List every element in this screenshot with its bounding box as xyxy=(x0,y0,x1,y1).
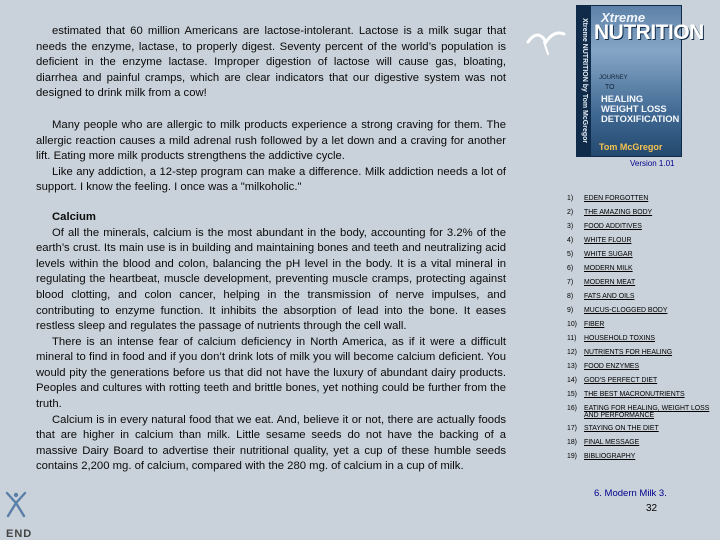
toc-item[interactable]: 5) WHITE SUGAR xyxy=(567,251,633,258)
toc-item[interactable]: 18) FINAL MESSAGE xyxy=(567,439,640,446)
paragraph-lactose: estimated that 60 million Americans are lactose-intolerant. Lactose is a milk sugar that needs the enzyme, lactase, to properly digest. Seventy percent of the world’s population is deficient in the enzyme lactase. Improper digestion of lactose will cause gas, bloating, diarrhea and painful cramps, which are clear indicators that our digestive system was not designed to drink milk from a cow! xyxy=(36,25,506,100)
toc-link[interactable]: FOOD ADDITIVES xyxy=(584,223,642,230)
toc-item[interactable]: 10) FIBER xyxy=(567,321,605,328)
toc-link[interactable]: HOUSEHOLD TOXINS xyxy=(584,335,655,342)
cover-xtreme-text: Xtreme xyxy=(601,10,646,25)
toc-link[interactable]: FOOD ENZYMES xyxy=(584,363,640,370)
toc-item[interactable]: 4) WHITE FLOUR xyxy=(567,237,632,244)
cover-title: NUTRITION xyxy=(594,21,704,44)
toc-link[interactable]: FINAL MESSAGE xyxy=(584,439,640,446)
toc-link[interactable]: MODERN MEAT xyxy=(584,279,636,286)
toc-link[interactable]: FATS AND OILS xyxy=(584,293,635,300)
toc-item[interactable]: 17) STAYING ON THE DIET xyxy=(567,425,659,432)
cover-line-weight-loss: WEIGHT LOSS xyxy=(601,103,667,114)
cover-to-text: TO xyxy=(605,84,615,91)
cover-subtitle xyxy=(601,94,681,124)
toc-item[interactable]: 3) FOOD ADDITIVES xyxy=(567,223,642,230)
toc-item[interactable]: 1) EDEN FORGOTTEN xyxy=(567,195,649,202)
page-body-text xyxy=(36,24,506,475)
toc-link[interactable]: THE AMAZING BODY xyxy=(584,209,653,216)
toc-link[interactable]: EDEN FORGOTTEN xyxy=(584,195,649,202)
toc-item[interactable]: 16) EATING FOR HEALING, WEIGHT LOSS AND PERFORMANCE xyxy=(567,405,710,419)
toc-item[interactable]: 11) HOUSEHOLD TOXINS xyxy=(567,335,655,342)
paragraph-calcium-foods: Calcium is in every natural food that we eat. And, believe it or not, there are actually foods that are higher in calcium than milk. Little sesame seeds do not have the backing of a massive Dairy Board to advertise their nutritional quality, yet a cup of these humble seeds contains 2,200 mg. of calcium, compared with the 280 mg. of calcium in a cup of milk. xyxy=(36,413,506,473)
toc-link[interactable]: MODERN MILK xyxy=(584,265,633,272)
toc-link[interactable]: STAYING ON THE DIET xyxy=(584,425,659,432)
x-figure-logo-icon xyxy=(4,490,28,518)
paragraph-calcium-fear: There is an intense fear of calcium deficiency in North America, as if it were a difficult mineral to find in food and if you don’t drink lots of milk you will become calcium deficient. You would pity the generations before us that did not have the luxury of abundant dairy products. Peoples and cultures with rotting teeth and brittle bones, yet nothing could be further from the truth. xyxy=(36,335,506,411)
cover-spine-text: Xtreme NUTRITION by Tom McGregor xyxy=(577,6,591,156)
toc-item[interactable]: 15) THE BEST MACRONUTRIENTS xyxy=(567,391,685,398)
seagull-icon xyxy=(526,20,566,60)
toc-item[interactable]: 14) GOD'S PERFECT DIET xyxy=(567,377,658,384)
chapter-footer-title: 6. Modern Milk 3. xyxy=(594,488,667,499)
version-label: Version 1.01 xyxy=(630,159,675,168)
cover-line-detox: DETOXIFICATION xyxy=(601,113,680,124)
book-cover[interactable] xyxy=(576,5,704,157)
end-button[interactable]: END xyxy=(6,528,33,540)
toc-link[interactable]: NUTRIENTS FOR HEALING xyxy=(584,349,673,356)
section-heading-calcium: Calcium xyxy=(52,210,96,223)
toc-item[interactable]: 2) THE AMAZING BODY xyxy=(567,209,653,216)
toc-link[interactable]: BIBLIOGRAPHY xyxy=(584,453,636,460)
paragraph-calcium-minerals: Of all the minerals, calcium is the most abundant in the body, accounting for 3.2% of the earth’s crust. Its main use is in building and maintaining bones and teeth and neutralizing acid levels within the blood and colon, balancing the pH level in the body. It is a vital mineral in regulating the heartbeat, muscle development, preventing muscle cramps, protecting against blood clotting, and colon cancer, helping in the transmission of nerve impulses, and contributing to enzyme function. It inhibits the absorption of lead into the bone. It eases restless sleep and regulates the passage of nutrients through the cell wall. xyxy=(36,226,506,333)
toc-item[interactable]: 8) FATS AND OILS xyxy=(567,293,635,300)
toc-link[interactable]: WHITE FLOUR xyxy=(584,237,632,244)
paragraph-addiction: Like any addiction, a 12-step program can make a difference. Milk addiction needs a lot of support. I know the feeling. I once was a "milkoholic." xyxy=(36,165,506,194)
paragraph-allergy: Many people who are allergic to milk products experience a strong craving for them. The allergic reaction causes a mild adrenal rush followed by a let down and a craving for another lift. Eating more milk products strengthens the addictive cycle. xyxy=(36,118,506,163)
toc-link[interactable]: THE BEST MACRONUTRIENTS xyxy=(584,391,685,398)
toc-link[interactable]: GOD'S PERFECT DIET xyxy=(584,377,658,384)
toc-item[interactable]: 7) MODERN MEAT xyxy=(567,279,636,286)
cover-journey-text: JOURNEY xyxy=(599,75,628,81)
cover-line-healing: HEALING xyxy=(601,93,644,104)
toc-item[interactable]: 9) MUCUS-CLOGGED BODY xyxy=(567,307,668,314)
toc-item[interactable]: 6) MODERN MILK xyxy=(567,265,633,272)
toc-link[interactable]: EATING FOR HEALING, WEIGHT LOSS AND PERFORMANCE xyxy=(584,405,710,419)
toc-item[interactable]: 12) NUTRIENTS FOR HEALING xyxy=(567,349,673,356)
cover-author: Tom McGregor xyxy=(599,142,663,152)
toc-link[interactable]: WHITE SUGAR xyxy=(584,251,633,258)
page-number: 32 xyxy=(646,503,658,514)
toc-link[interactable]: FIBER xyxy=(584,321,605,328)
toc-item[interactable]: 13) FOOD ENZYMES xyxy=(567,363,640,370)
toc-link[interactable]: MUCUS-CLOGGED BODY xyxy=(584,307,668,314)
toc-item[interactable]: 19) BIBLIOGRAPHY xyxy=(567,453,636,460)
